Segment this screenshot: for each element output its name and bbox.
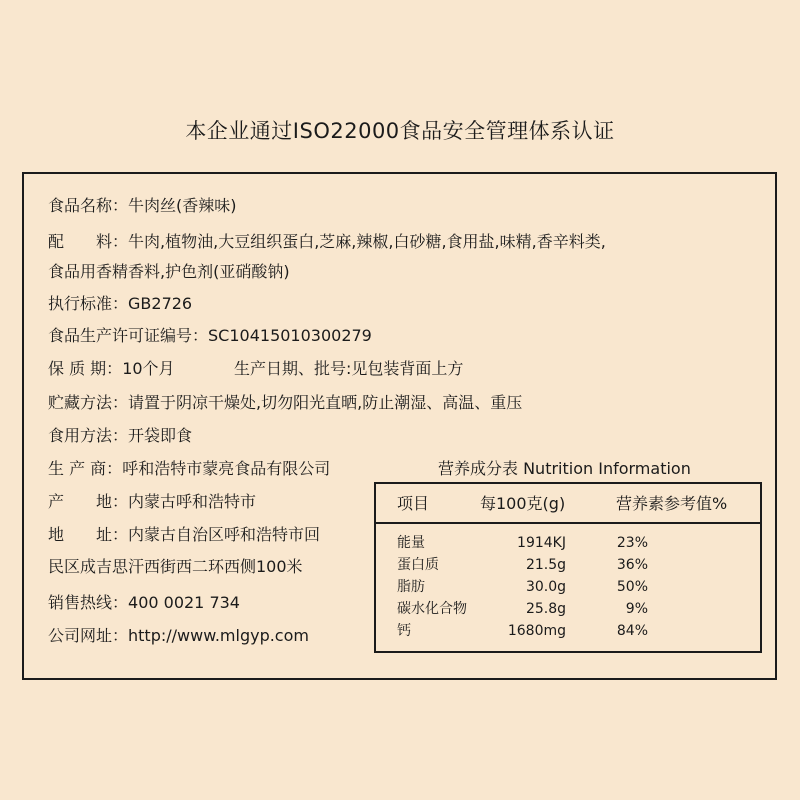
address-continued: 民区成吉思汗西街西二环西侧100米 [48,557,303,576]
nutrient-value: 21.5g [525,557,566,573]
origin-label: 产 地： [48,492,129,511]
production-date-note: 生产日期、批号:见包装背面上方 [234,359,464,378]
hotline-line [48,593,240,613]
nutrient-name: 钙 [397,623,411,639]
product-name-value: 牛肉丝(香辣味) [128,196,237,215]
license-label: 食品生产许可证编号： [48,326,209,345]
nutrient-value: 1680mg [507,623,566,639]
origin-line [48,492,256,512]
ingredients-continued: 食品用香精香料,护色剂(亚硝酸钠) [48,262,290,281]
address-value: 内蒙古自治区呼和浩特市回 [128,525,321,544]
nutrient-name: 脂肪 [397,579,425,595]
website-label: 公司网址： [48,626,129,645]
nutrition-row [376,599,760,621]
nutrition-row [376,577,760,599]
nutrient-value: 25.8g [525,601,566,617]
license-value: SC10415010300279 [208,326,372,345]
producer-label: 生 产 商： [48,459,123,478]
storage-line [48,393,522,413]
standard-label: 执行标准： [48,294,129,313]
shelf-life-value: 10个月 [122,359,175,378]
nutrition-header-nrv: 营养素参考值% [616,494,728,513]
nutrition-row [376,621,760,643]
nutrition-row [376,533,760,555]
shelf-life-line [48,359,175,379]
hotline-value: 400 0021 734 [128,593,240,612]
nutrient-nrv: 9% [625,601,648,617]
ingredients-label: 配 料： [48,232,129,251]
nutrition-header-item: 项目 [397,494,430,513]
nutrient-name: 蛋白质 [397,557,439,573]
nutrition-table [374,482,762,653]
nutrient-name: 能量 [397,535,425,551]
nutrient-value: 1914KJ [517,535,566,551]
usage-line [48,426,192,446]
storage-value: 请置于阴凉干燥处,切勿阳光直晒,防止潮湿、高温、重压 [128,393,523,412]
nutrient-nrv: 23% [616,535,648,551]
address-label: 地 址： [48,525,129,544]
shelf-life-label: 保 质 期： [48,359,123,378]
product-name-line [48,196,237,216]
nutrition-header-per100: 每100克(g) [480,494,566,513]
nutrient-nrv: 84% [616,623,648,639]
certification-header: 本企业通过ISO22000食品安全管理体系认证 [185,119,615,143]
storage-label: 贮藏方法： [48,393,129,412]
nutrient-value: 30.0g [525,579,566,595]
nutrition-row [376,555,760,577]
nutrient-nrv: 36% [616,557,648,573]
nutrient-name: 碳水化合物 [397,601,467,617]
website-line [48,626,309,646]
website-value[interactable]: http://www.mlgyp.com [128,626,309,645]
usage-label: 食用方法： [48,426,129,445]
usage-value: 开袋即食 [128,426,193,445]
ingredients-line [48,232,606,252]
producer-value: 呼和浩特市蒙亮食品有限公司 [122,459,331,478]
nutrition-title: 营养成分表 Nutrition Information [438,459,691,478]
standard-line [48,294,192,314]
address-line [48,525,320,545]
producer-line [48,459,330,479]
nutrition-divider [376,522,760,524]
license-line [48,326,372,346]
ingredients-value: 牛肉,植物油,大豆组织蛋白,芝麻,辣椒,白砂糖,食用盐,味精,香辛料类, [128,232,606,251]
nutrient-nrv: 50% [616,579,648,595]
standard-value: GB2726 [128,294,193,313]
product-name-label: 食品名称： [48,196,129,215]
origin-value: 内蒙古呼和浩特市 [128,492,257,511]
hotline-label: 销售热线： [48,593,129,612]
